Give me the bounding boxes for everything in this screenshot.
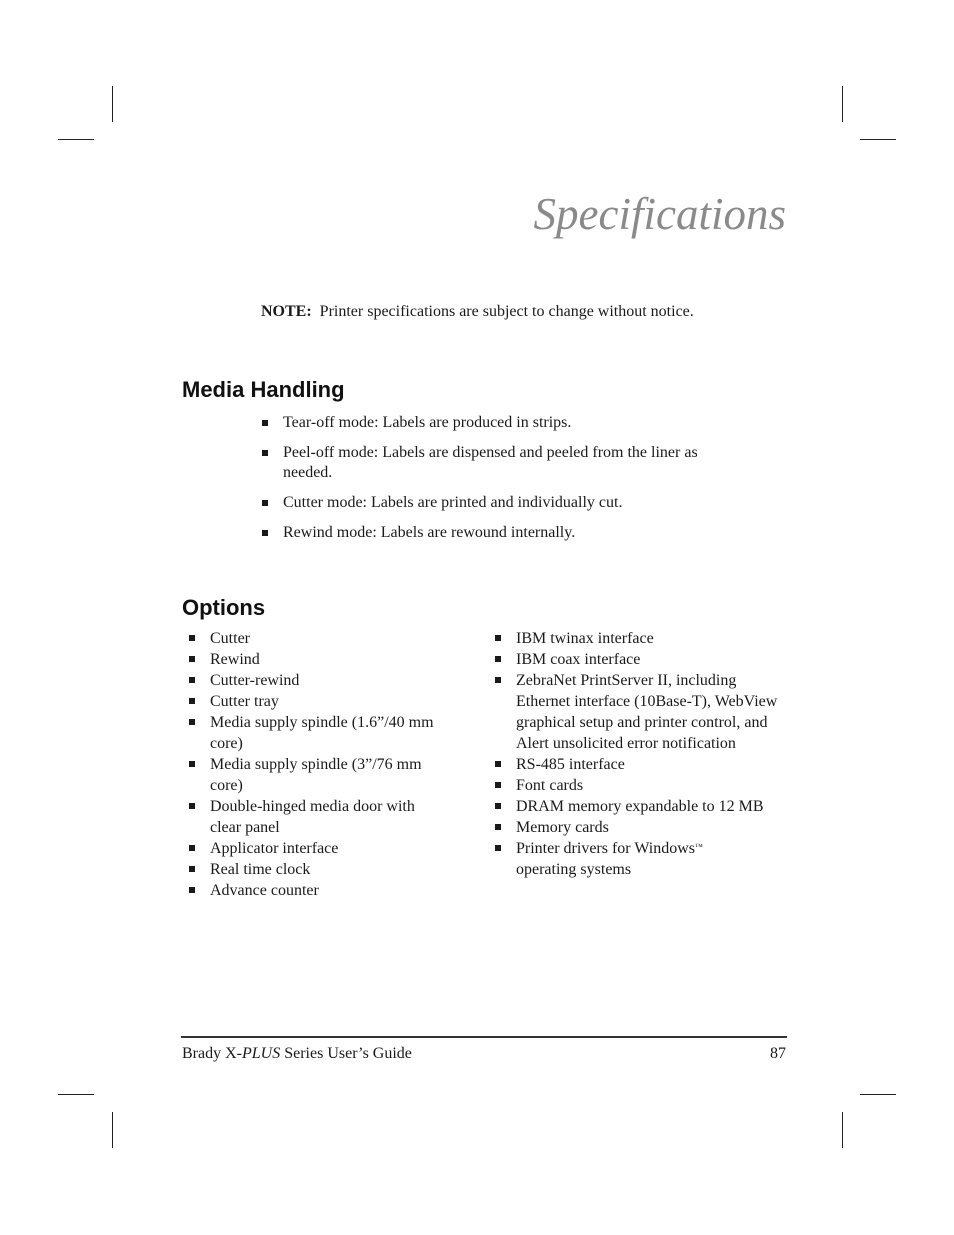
bullet-icon <box>189 656 195 662</box>
list-item: Cutter mode: Labels are printed and individually cut. <box>261 493 741 513</box>
bullet-icon <box>495 845 501 851</box>
list-item: Memory cards <box>494 817 784 838</box>
list-item: Media supply spindle (3”/76 mm core) <box>188 754 448 796</box>
page-title: Specifications <box>533 189 786 239</box>
options-heading: Options <box>182 595 266 620</box>
options-list-left <box>188 628 448 901</box>
list-item: ZebraNet PrintServer II, including Ethernet interface (10Base-T), WebView graphical setup and printer control, and Alert unsolicited error notification <box>494 670 784 754</box>
bullet-icon <box>189 698 195 704</box>
bullet-icon <box>495 656 501 662</box>
note <box>261 303 694 321</box>
bullet-icon <box>262 500 268 506</box>
media-handling-heading: Media Handling <box>182 377 345 402</box>
bullet-icon <box>189 845 195 851</box>
crop-mark <box>58 1094 94 1095</box>
list-item: Printer drivers for Windows™ operating systems <box>494 838 784 880</box>
list-item: Cutter tray <box>188 691 448 712</box>
list-item: Rewind <box>188 649 448 670</box>
list-item: Applicator interface <box>188 838 448 859</box>
bullet-icon <box>189 803 195 809</box>
list-item: Tear-off mode: Labels are produced in strips. <box>261 413 741 433</box>
bullet-icon <box>262 420 268 426</box>
bullet-icon <box>189 719 195 725</box>
crop-mark <box>58 139 94 140</box>
crop-mark <box>842 86 843 122</box>
bullet-icon <box>189 866 195 872</box>
list-item: Real time clock <box>188 859 448 880</box>
bullet-icon <box>495 677 501 683</box>
crop-mark <box>842 1112 843 1148</box>
bullet-icon <box>189 761 195 767</box>
list-item: RS-485 interface <box>494 754 784 775</box>
bullet-icon <box>495 635 501 641</box>
crop-mark <box>860 1094 896 1095</box>
list-item: IBM coax interface <box>494 649 784 670</box>
crop-mark <box>860 139 896 140</box>
list-item: DRAM memory expandable to 12 MB <box>494 796 784 817</box>
list-item: Rewind mode: Labels are rewound internally. <box>261 523 741 543</box>
trademark-symbol: ™ <box>695 842 703 851</box>
note-label: NOTE: <box>261 303 312 320</box>
footer-rule <box>181 1036 787 1038</box>
bullet-icon <box>495 803 501 809</box>
footer-guide-title: Brady X-PLUS Series User’s Guide <box>182 1045 412 1062</box>
bullet-icon <box>495 782 501 788</box>
list-item: Cutter <box>188 628 448 649</box>
bullet-icon <box>189 635 195 641</box>
note-text: Printer specifications are subject to change without notice. <box>319 303 694 320</box>
bullet-icon <box>189 677 195 683</box>
bullet-icon <box>495 824 501 830</box>
list-item: Font cards <box>494 775 784 796</box>
list-item: IBM twinax interface <box>494 628 784 649</box>
media-handling-list <box>261 413 741 553</box>
bullet-icon <box>262 530 268 536</box>
crop-mark <box>112 1112 113 1148</box>
crop-mark <box>112 86 113 122</box>
list-item: Double-hinged media door with clear panel <box>188 796 448 838</box>
options-list-right <box>494 628 784 880</box>
list-item: Media supply spindle (1.6”/40 mm core) <box>188 712 448 754</box>
bullet-icon <box>189 887 195 893</box>
list-item: Advance counter <box>188 880 448 901</box>
list-item: Cutter-rewind <box>188 670 448 691</box>
list-item: Peel-off mode: Labels are dispensed and peeled from the liner as needed. <box>261 443 741 483</box>
bullet-icon <box>262 450 268 456</box>
bullet-icon <box>495 761 501 767</box>
page-number: 87 <box>770 1045 786 1062</box>
